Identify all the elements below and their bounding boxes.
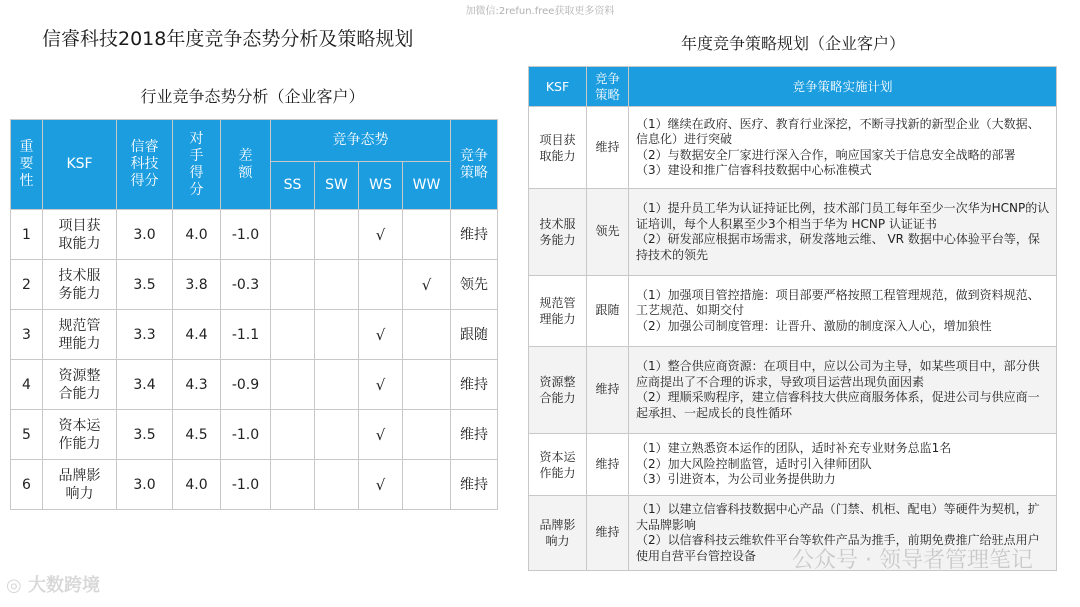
table-row — [11, 310, 498, 360]
plan-item: （2）以信睿科技云维软件平台等软件产品为推手，前期免费推广给驻点用户使用自营平台管控设备 — [636, 533, 1040, 563]
cell-ksf: 资本运作能力 — [529, 434, 587, 496]
cell-diff: -1.1 — [221, 310, 271, 360]
table-row — [11, 460, 498, 510]
header-plan: 竞争策略实施计划 — [629, 67, 1057, 107]
cell-rank: 2 — [11, 260, 43, 310]
plan-item: （2）与数据安全厂家进行深入合作，响应国家关于信息安全战略的部署 — [636, 147, 1016, 162]
cell-rival: 4.5 — [173, 410, 221, 460]
table-row — [529, 347, 1057, 434]
bottom-left-watermark: ◎ 大数跨境 — [6, 575, 100, 596]
cell-strategy: 领先 — [451, 260, 498, 310]
cell-ww — [403, 210, 451, 260]
cell-ksf: 技术服务能力 — [43, 260, 117, 310]
cell-ss — [271, 360, 315, 410]
cell-sw — [315, 260, 359, 310]
cell-diff: -1.0 — [221, 410, 271, 460]
cell-ws: √ — [359, 360, 403, 410]
cell-ww — [403, 360, 451, 410]
cell-plan — [629, 434, 1057, 496]
cell-rival: 4.0 — [173, 460, 221, 510]
cell-sw — [315, 360, 359, 410]
cell-rank: 6 — [11, 460, 43, 510]
cell-plan — [629, 276, 1057, 347]
header-situation: 竞争态势 — [271, 120, 451, 162]
plan-item: （3）建设和推广信睿科技数据中心标准模式 — [636, 163, 872, 177]
cell-strategy: 跟随 — [451, 310, 498, 360]
table-row — [11, 410, 498, 460]
cell-rival: 3.8 — [173, 260, 221, 310]
cell-ws: √ — [359, 310, 403, 360]
plan-item: （1）建立熟悉资本运作的团队，适时补充专业财务总监1名 — [636, 441, 952, 456]
table-row — [529, 189, 1057, 276]
cell-self: 3.0 — [117, 210, 173, 260]
table-row — [11, 360, 498, 410]
cell-strategy: 维持 — [587, 107, 629, 189]
header-diff: 差额 — [221, 120, 271, 210]
cell-ww: √ — [403, 260, 451, 310]
plan-item: （2）加强公司制度管理：让晋升、激励的制度深入人心，增加狼性 — [636, 318, 992, 333]
plan-item: （2）研发部应根据市场需求，研发落地云维、 VR 数据中心体验平台等，保持技术的领先 — [636, 232, 1040, 262]
page-title: 信睿科技2018年度竞争态势分析及策略规划 — [42, 28, 414, 50]
cell-strategy: 维持 — [451, 410, 498, 460]
header-rival-score: 对手得分 — [173, 120, 221, 210]
cell-strategy: 维持 — [587, 434, 629, 496]
cell-strategy: 领先 — [587, 189, 629, 276]
header-strategy: 竞争策略 — [587, 67, 629, 107]
cell-sw — [315, 460, 359, 510]
cell-ww — [403, 310, 451, 360]
cell-ksf: 资源整合能力 — [529, 347, 587, 434]
table-row — [529, 434, 1057, 496]
cell-diff: -1.0 — [221, 460, 271, 510]
plan-item: （1）加强项目管控措施：项目部要严格按照工程管理规范，做到资料规范、工艺规范、如期交付 — [636, 287, 1040, 318]
competition-analysis-table — [10, 119, 498, 510]
cell-ksf: 规范管理能力 — [529, 276, 587, 347]
cell-ksf: 品牌影响力 — [529, 496, 587, 571]
cell-ss — [271, 210, 315, 260]
cell-strategy: 维持 — [587, 347, 629, 434]
plan-item: （1）以建立信睿科技数据中心产品（门禁、机柜、配电）等硬件为契机，扩大品牌影响 — [636, 502, 1040, 532]
cell-ss — [271, 410, 315, 460]
cell-sw — [315, 210, 359, 260]
cell-diff: -1.0 — [221, 210, 271, 260]
cell-ksf: 资源整合能力 — [43, 360, 117, 410]
header-strategy: 竞争策略 — [451, 120, 498, 210]
table-row — [11, 260, 498, 310]
cell-rival: 4.0 — [173, 210, 221, 260]
cell-ksf: 项目获取能力 — [529, 107, 587, 189]
cell-rank: 4 — [11, 360, 43, 410]
header-sw: SW — [315, 162, 359, 210]
header-self-score: 信睿科技得分 — [117, 120, 173, 210]
header-rank: 重要性 — [11, 120, 43, 210]
plan-item: （2）理顺采购程序，建立信睿科技大供应商服务体系，促进公司与供应商一起承担、一起成长的良性循环 — [636, 390, 1040, 420]
cell-rank: 1 — [11, 210, 43, 260]
cell-ws: √ — [359, 210, 403, 260]
watermark-logo-icon: ◎ — [6, 575, 22, 596]
cell-rank: 3 — [11, 310, 43, 360]
cell-plan — [629, 189, 1057, 276]
cell-plan — [629, 107, 1057, 189]
plan-item: （1）提升员工华为认证持证比例，技术部门员工每年至少一次华为HCNP的认证培训，每个人积累至少3个相当于华为 HCNP 认证证书 — [636, 201, 1050, 231]
table-row — [11, 210, 498, 260]
cell-sw — [315, 310, 359, 360]
cell-diff: -0.3 — [221, 260, 271, 310]
cell-plan — [629, 347, 1057, 434]
cell-rank: 5 — [11, 410, 43, 460]
cell-self: 3.0 — [117, 460, 173, 510]
bottom-right-watermark: 公众号 · 领导者管理笔记 — [792, 548, 1033, 573]
plan-item: （1）继续在政府、医疗、教育行业深挖，不断寻找新的新型企业（大数据、信息化）进行突破 — [636, 116, 1040, 146]
header-ws: WS — [359, 162, 403, 210]
cell-ksf: 规范管理能力 — [43, 310, 117, 360]
cell-ksf: 技术服务能力 — [529, 189, 587, 276]
cell-self: 3.5 — [117, 260, 173, 310]
cell-self: 3.5 — [117, 410, 173, 460]
cell-ksf: 项目获取能力 — [43, 210, 117, 260]
cell-self: 3.4 — [117, 360, 173, 410]
cell-ss — [271, 260, 315, 310]
cell-ws: √ — [359, 460, 403, 510]
header-ksf: KSF — [43, 120, 117, 210]
cell-ksf: 品牌影响力 — [43, 460, 117, 510]
top-watermark: 加微信:2refun.free获取更多资料 — [465, 6, 615, 17]
cell-strategy: 维持 — [451, 360, 498, 410]
cell-rival: 4.3 — [173, 360, 221, 410]
header-ss: SS — [271, 162, 315, 210]
cell-ss — [271, 460, 315, 510]
right-table-title: 年度竞争策略规划（企业客户） — [680, 34, 905, 53]
cell-ss — [271, 310, 315, 360]
header-ksf: KSF — [529, 67, 587, 107]
left-table-title: 行业竞争态势分析（企业客户） — [140, 87, 365, 106]
cell-diff: -0.9 — [221, 360, 271, 410]
cell-ww — [403, 460, 451, 510]
cell-ws — [359, 260, 403, 310]
cell-strategy: 维持 — [451, 460, 498, 510]
cell-ww — [403, 410, 451, 460]
header-ww: WW — [403, 162, 451, 210]
strategy-plan-table — [528, 66, 1057, 571]
cell-strategy: 跟随 — [587, 276, 629, 347]
cell-strategy: 维持 — [451, 210, 498, 260]
plan-item: （2）加大风险控制监管，适时引入律师团队 — [636, 456, 872, 471]
cell-strategy: 维持 — [587, 496, 629, 571]
table-row — [529, 276, 1057, 347]
cell-ws: √ — [359, 410, 403, 460]
plan-item: （1）整合供应商资源：在项目中，应以公司为主导，如某些项目中，部分供应商提出了不合理的诉求，导致项目运营出现负面因素 — [636, 359, 1040, 389]
cell-sw — [315, 410, 359, 460]
cell-self: 3.3 — [117, 310, 173, 360]
table-row — [529, 107, 1057, 189]
cell-rival: 4.4 — [173, 310, 221, 360]
plan-item: （3）引进资本，为公司业务提供助力 — [636, 472, 836, 487]
cell-ksf: 资本运作能力 — [43, 410, 117, 460]
